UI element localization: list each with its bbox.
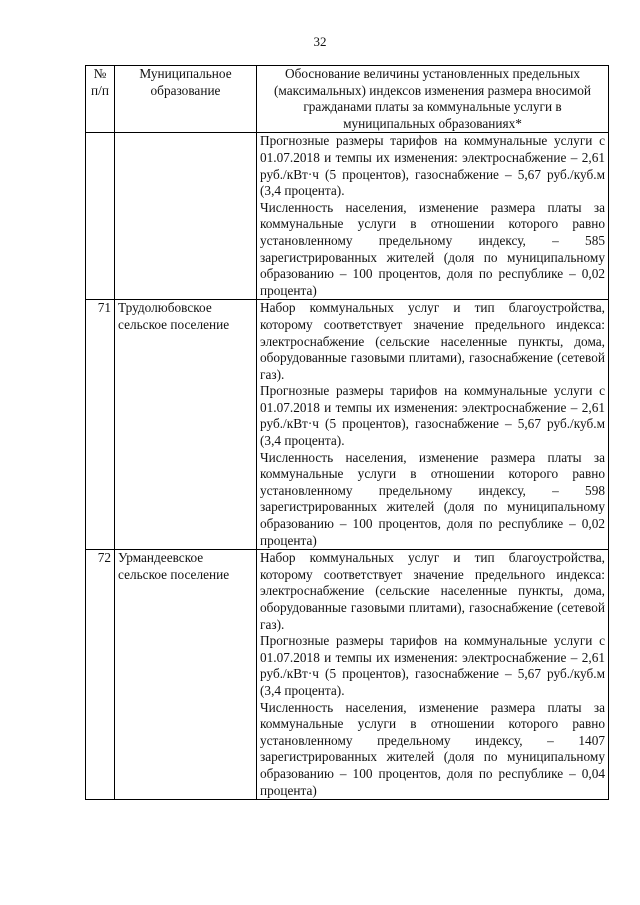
tariff-table: [85, 65, 609, 800]
row-num: 72: [86, 550, 115, 800]
header-municipality: Муниципальное образование: [115, 66, 257, 133]
tariff-paragraph: Прогнозные размеры тарифов на коммунальные услуги с 01.07.2018 и темпы их изменения: электроснабжение – 2,61 руб./кВт·ч (5 процентов), газоснабжение – 5,67 руб./куб.м (3,4 процента).: [260, 383, 605, 449]
municipality-name: Трудолюбовское сельское поселение: [118, 300, 230, 332]
population-paragraph: Численность населения, изменение размера платы за коммунальные услуги в отношении которого равно установленному предельному индексу, – 1407 зарегистрированных жителей (доля по муниципальному образованию – 100 процентов, доля по республике – 0,04 процента): [260, 699, 605, 798]
table-row: [86, 300, 609, 550]
population-paragraph: Численность населения, изменение размера платы за коммунальные услуги в отношении которого равно установленному предельному индексу, – 585 зарегистрированных жителей (доля по муниципальному образованию – 100 процентов, доля по республике – 0,02 процента): [260, 199, 605, 298]
tariff-paragraph: Прогнозные размеры тарифов на коммунальные услуги с 01.07.2018 и темпы их изменения: электроснабжение – 2,61 руб./кВт·ч (5 процентов), газоснабжение – 5,67 руб./куб.м (3,4 процента).: [260, 133, 605, 199]
population-paragraph: Численность населения, изменение размера платы за коммунальные услуги в отношении которого равно установленному предельному индексу, – 598 зарегистрированных жителей (доля по муниципальному образованию – 100 процентов, доля по республике – 0,02 процента): [260, 449, 605, 548]
row-municipality: [115, 300, 257, 550]
row-municipality: [115, 133, 257, 300]
row-num: 71: [86, 300, 115, 550]
row-justification: [257, 550, 609, 800]
row-municipality: [115, 550, 257, 800]
services-paragraph: Набор коммунальных услуг и тип благоустройства, которому соответствует значение предельного индекса: электроснабжение (сельские населенные пункты, дома, оборудованные газовыми плитами), газоснабжение (сетевой газ).: [260, 300, 605, 382]
table-row: [86, 550, 609, 800]
row-justification: [257, 300, 609, 550]
municipality-name: Урмандеевское сельское поселение: [118, 550, 230, 582]
header-justification: Обоснование величины установленных предельных (максимальных) индексов изменения размера вносимой гражданами платы за коммунальные услуги в муниципальных образованиях*: [257, 66, 609, 133]
table-header-row: [86, 66, 609, 133]
page-number: 32: [313, 34, 327, 49]
row-justification: [257, 133, 609, 300]
header-num: № п/п: [86, 66, 115, 133]
tariff-paragraph: Прогнозные размеры тарифов на коммунальные услуги с 01.07.2018 и темпы их изменения: электроснабжение – 2,61 руб./кВт·ч (5 процентов), газоснабжение – 5,67 руб./куб.м (3,4 процента).: [260, 633, 605, 698]
row-num: [86, 133, 115, 300]
services-paragraph: Набор коммунальных услуг и тип благоустройства, которому соответствует значение предельного индекса: электроснабжение (сельские населенные пункты, дома, оборудованные газовыми плитами), газоснабжение (сетевой газ).: [260, 550, 605, 632]
table-row: [86, 133, 609, 300]
